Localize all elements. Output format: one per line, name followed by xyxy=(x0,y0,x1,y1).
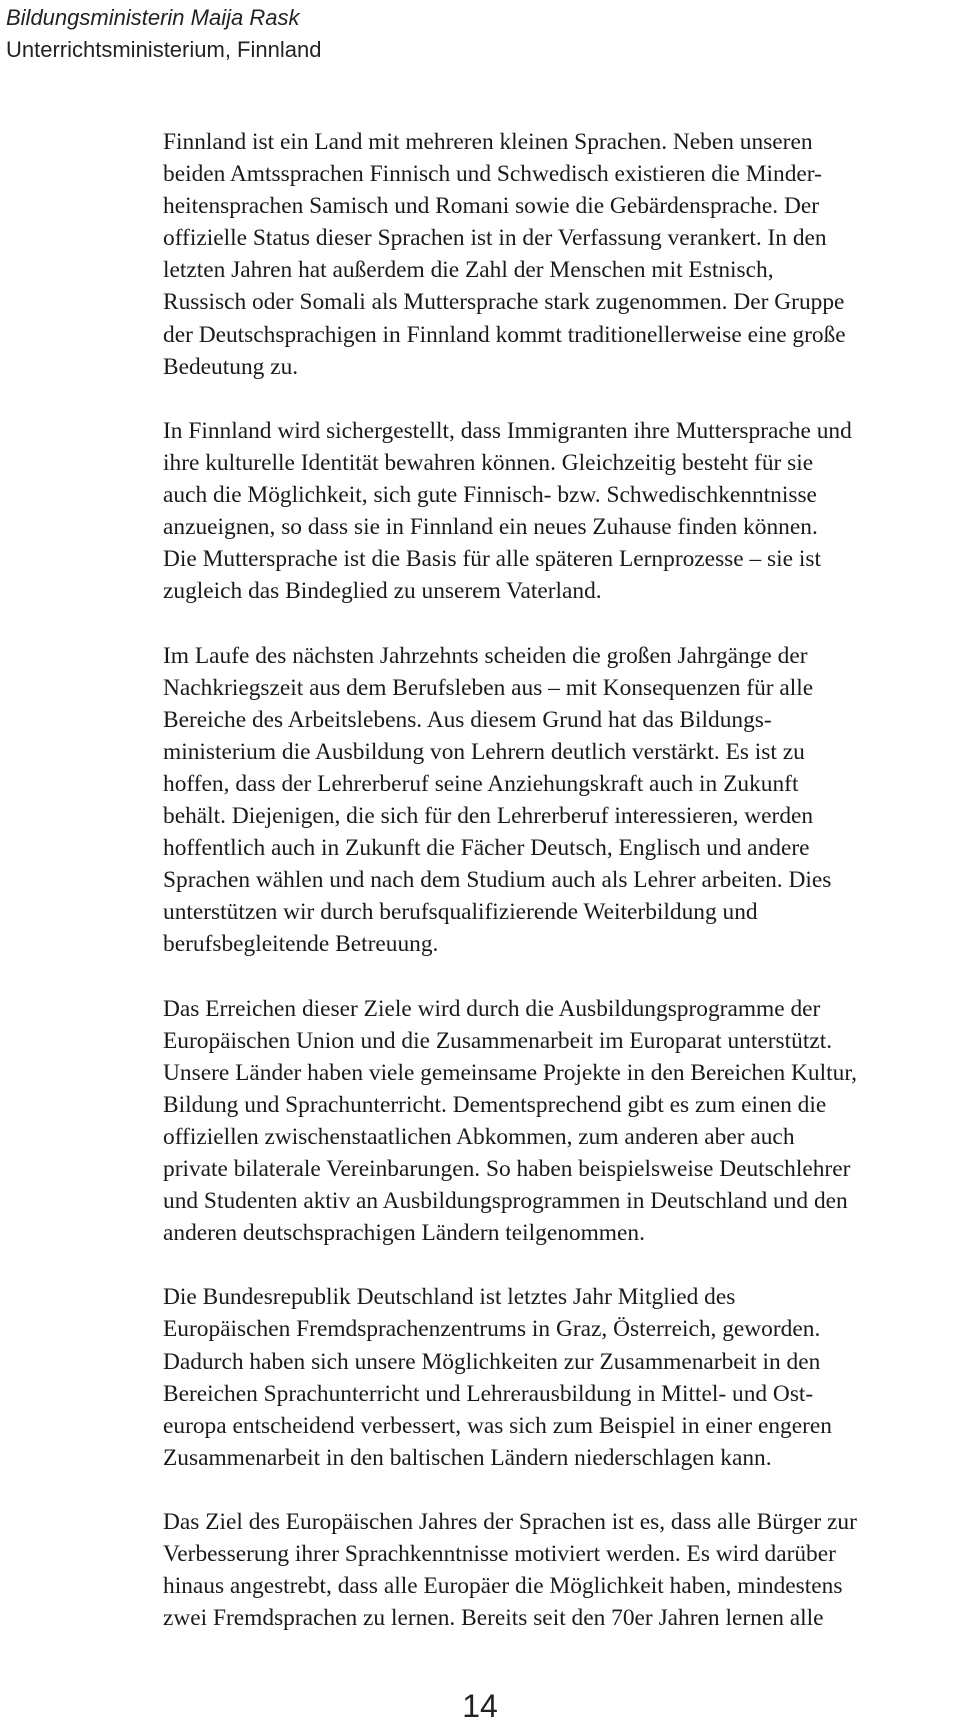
text-line: anderen deutschsprachigen Ländern teilgenommen. xyxy=(163,1220,645,1247)
text-line: ihre kulturelle Identität bewahren können. Gleichzeitig besteht für sie xyxy=(163,449,814,476)
paragraph xyxy=(163,126,953,383)
text-line: Bereichen Sprachunterricht und Lehrerausbildung in Mittel- und Ost- xyxy=(163,1380,814,1407)
text-line: ministerium die Ausbildung von Lehrern deutlich verstärkt. Es ist zu xyxy=(163,738,805,765)
paragraph xyxy=(163,415,953,608)
paragraph xyxy=(163,993,953,1250)
header-author: Bildungsministerin Maija Rask xyxy=(6,5,300,30)
text-line: und Studenten aktiv an Ausbildungsprogrammen in Deutschland und den xyxy=(163,1188,848,1215)
text-line: Sprachen wählen und nach dem Studium auch als Lehrer arbeiten. Dies xyxy=(163,867,832,894)
text-line: hoffentlich auch in Zukunft die Fächer Deutsch, Englisch und andere xyxy=(163,835,810,862)
text-line: hoffen, dass der Lehrerberuf seine Anziehungskraft auch in Zukunft xyxy=(163,770,799,797)
text-line: Nachkriegszeit aus dem Berufsleben aus – mit Konsequenzen für alle xyxy=(163,674,814,701)
text-line: Die Bundesrepublik Deutschland ist letztes Jahr Mitglied des xyxy=(163,1284,736,1311)
text-line: anzueignen, so dass sie in Finnland ein neues Zuhause finden können. xyxy=(163,514,818,541)
text-line: Verbesserung ihrer Sprachkenntnisse motiviert werden. Es wird darüber xyxy=(163,1541,836,1568)
paragraph xyxy=(163,640,953,961)
text-line: Bereiche des Arbeitslebens. Aus diesem Grund hat das Bildungs- xyxy=(163,706,772,733)
text-line: Bildung und Sprachunterricht. Dementsprechend gibt es zum einen die xyxy=(163,1091,827,1118)
text-line: berufsbegleitende Betreuung. xyxy=(163,931,439,958)
text-line: Unsere Länder haben viele gemeinsame Projekte in den Bereichen Kultur, xyxy=(163,1059,858,1086)
text-line: offizielle Status dieser Sprachen ist in der Verfassung verankert. In den xyxy=(163,225,827,252)
text-line: zugleich das Bindeglied zu unserem Vaterland. xyxy=(163,578,602,605)
text-line: Bedeutung zu. xyxy=(163,353,299,380)
body-text xyxy=(163,126,953,1634)
page-header xyxy=(6,2,321,66)
text-line: Zusammenarbeit in den baltischen Ländern niederschlagen kann. xyxy=(163,1444,772,1471)
text-line: der Deutschsprachigen in Finnland kommt traditionellerweise eine große xyxy=(163,321,846,348)
text-line: behält. Diejenigen, die sich für den Lehrerberuf interessieren, werden xyxy=(163,802,814,829)
text-line: Die Muttersprache ist die Basis für alle späteren Lernprozesse – sie ist xyxy=(163,546,821,573)
text-line: private bilaterale Vereinbarungen. So haben beispielsweise Deutschlehrer xyxy=(163,1156,851,1182)
text-line: Finnland ist ein Land mit mehreren kleinen Sprachen. Neben unseren xyxy=(163,129,813,155)
text-line: hinaus angestrebt, dass alle Europäer die Möglichkeit haben, mindestens xyxy=(163,1573,843,1600)
paragraph xyxy=(163,1281,953,1474)
text-line: europa entscheidend verbessert, was sich zum Beispiel in einer engeren xyxy=(163,1412,832,1439)
text-line: heitensprachen Samisch und Romani sowie die Gebärdensprache. Der xyxy=(163,193,820,220)
text-line: offiziellen zwischenstaatlichen Abkommen, zum anderen aber auch xyxy=(163,1123,795,1150)
text-line: Europäischen Fremdsprachenzentrums in Graz, Österreich, geworden. xyxy=(163,1316,821,1343)
text-line: Dadurch haben sich unsere Möglichkeiten zur Zusammenarbeit in den xyxy=(163,1348,821,1375)
header-institution: Unterrichtsministerium, Finnland xyxy=(6,37,322,62)
text-line: Im Laufe des nächsten Jahrzehnts scheiden die großen Jahrgänge der xyxy=(163,642,808,669)
text-line: auch die Möglichkeit, sich gute Finnisch- bzw. Schwedischkenntnisse xyxy=(163,482,817,509)
paragraph xyxy=(163,1506,953,1634)
page-number: 14 xyxy=(462,1688,498,1724)
text-line: zwei Fremdsprachen zu lernen. Bereits seit den 70er Jahren lernen alle xyxy=(163,1605,824,1632)
text-line: Europäischen Union und die Zusammenarbeit im Europarat unterstützt. xyxy=(163,1027,833,1054)
text-line: Das Ziel des Europäischen Jahres der Sprachen ist es, dass alle Bürger zur xyxy=(163,1509,857,1536)
text-line: Das Erreichen dieser Ziele wird durch die Ausbildungsprogramme der xyxy=(163,995,821,1022)
text-line: Russisch oder Somali als Muttersprache stark zugenommen. Der Gruppe xyxy=(163,289,845,316)
text-line: letzten Jahren hat außerdem die Zahl der Menschen mit Estnisch, xyxy=(163,257,774,284)
text-line: In Finnland wird sichergestellt, dass Immigranten ihre Muttersprache und xyxy=(163,417,852,444)
text-line: unterstützen wir durch berufsqualifizierende Weiterbildung und xyxy=(163,899,758,926)
text-line: beiden Amtssprachen Finnisch und Schwedisch existieren die Minder- xyxy=(163,161,822,188)
